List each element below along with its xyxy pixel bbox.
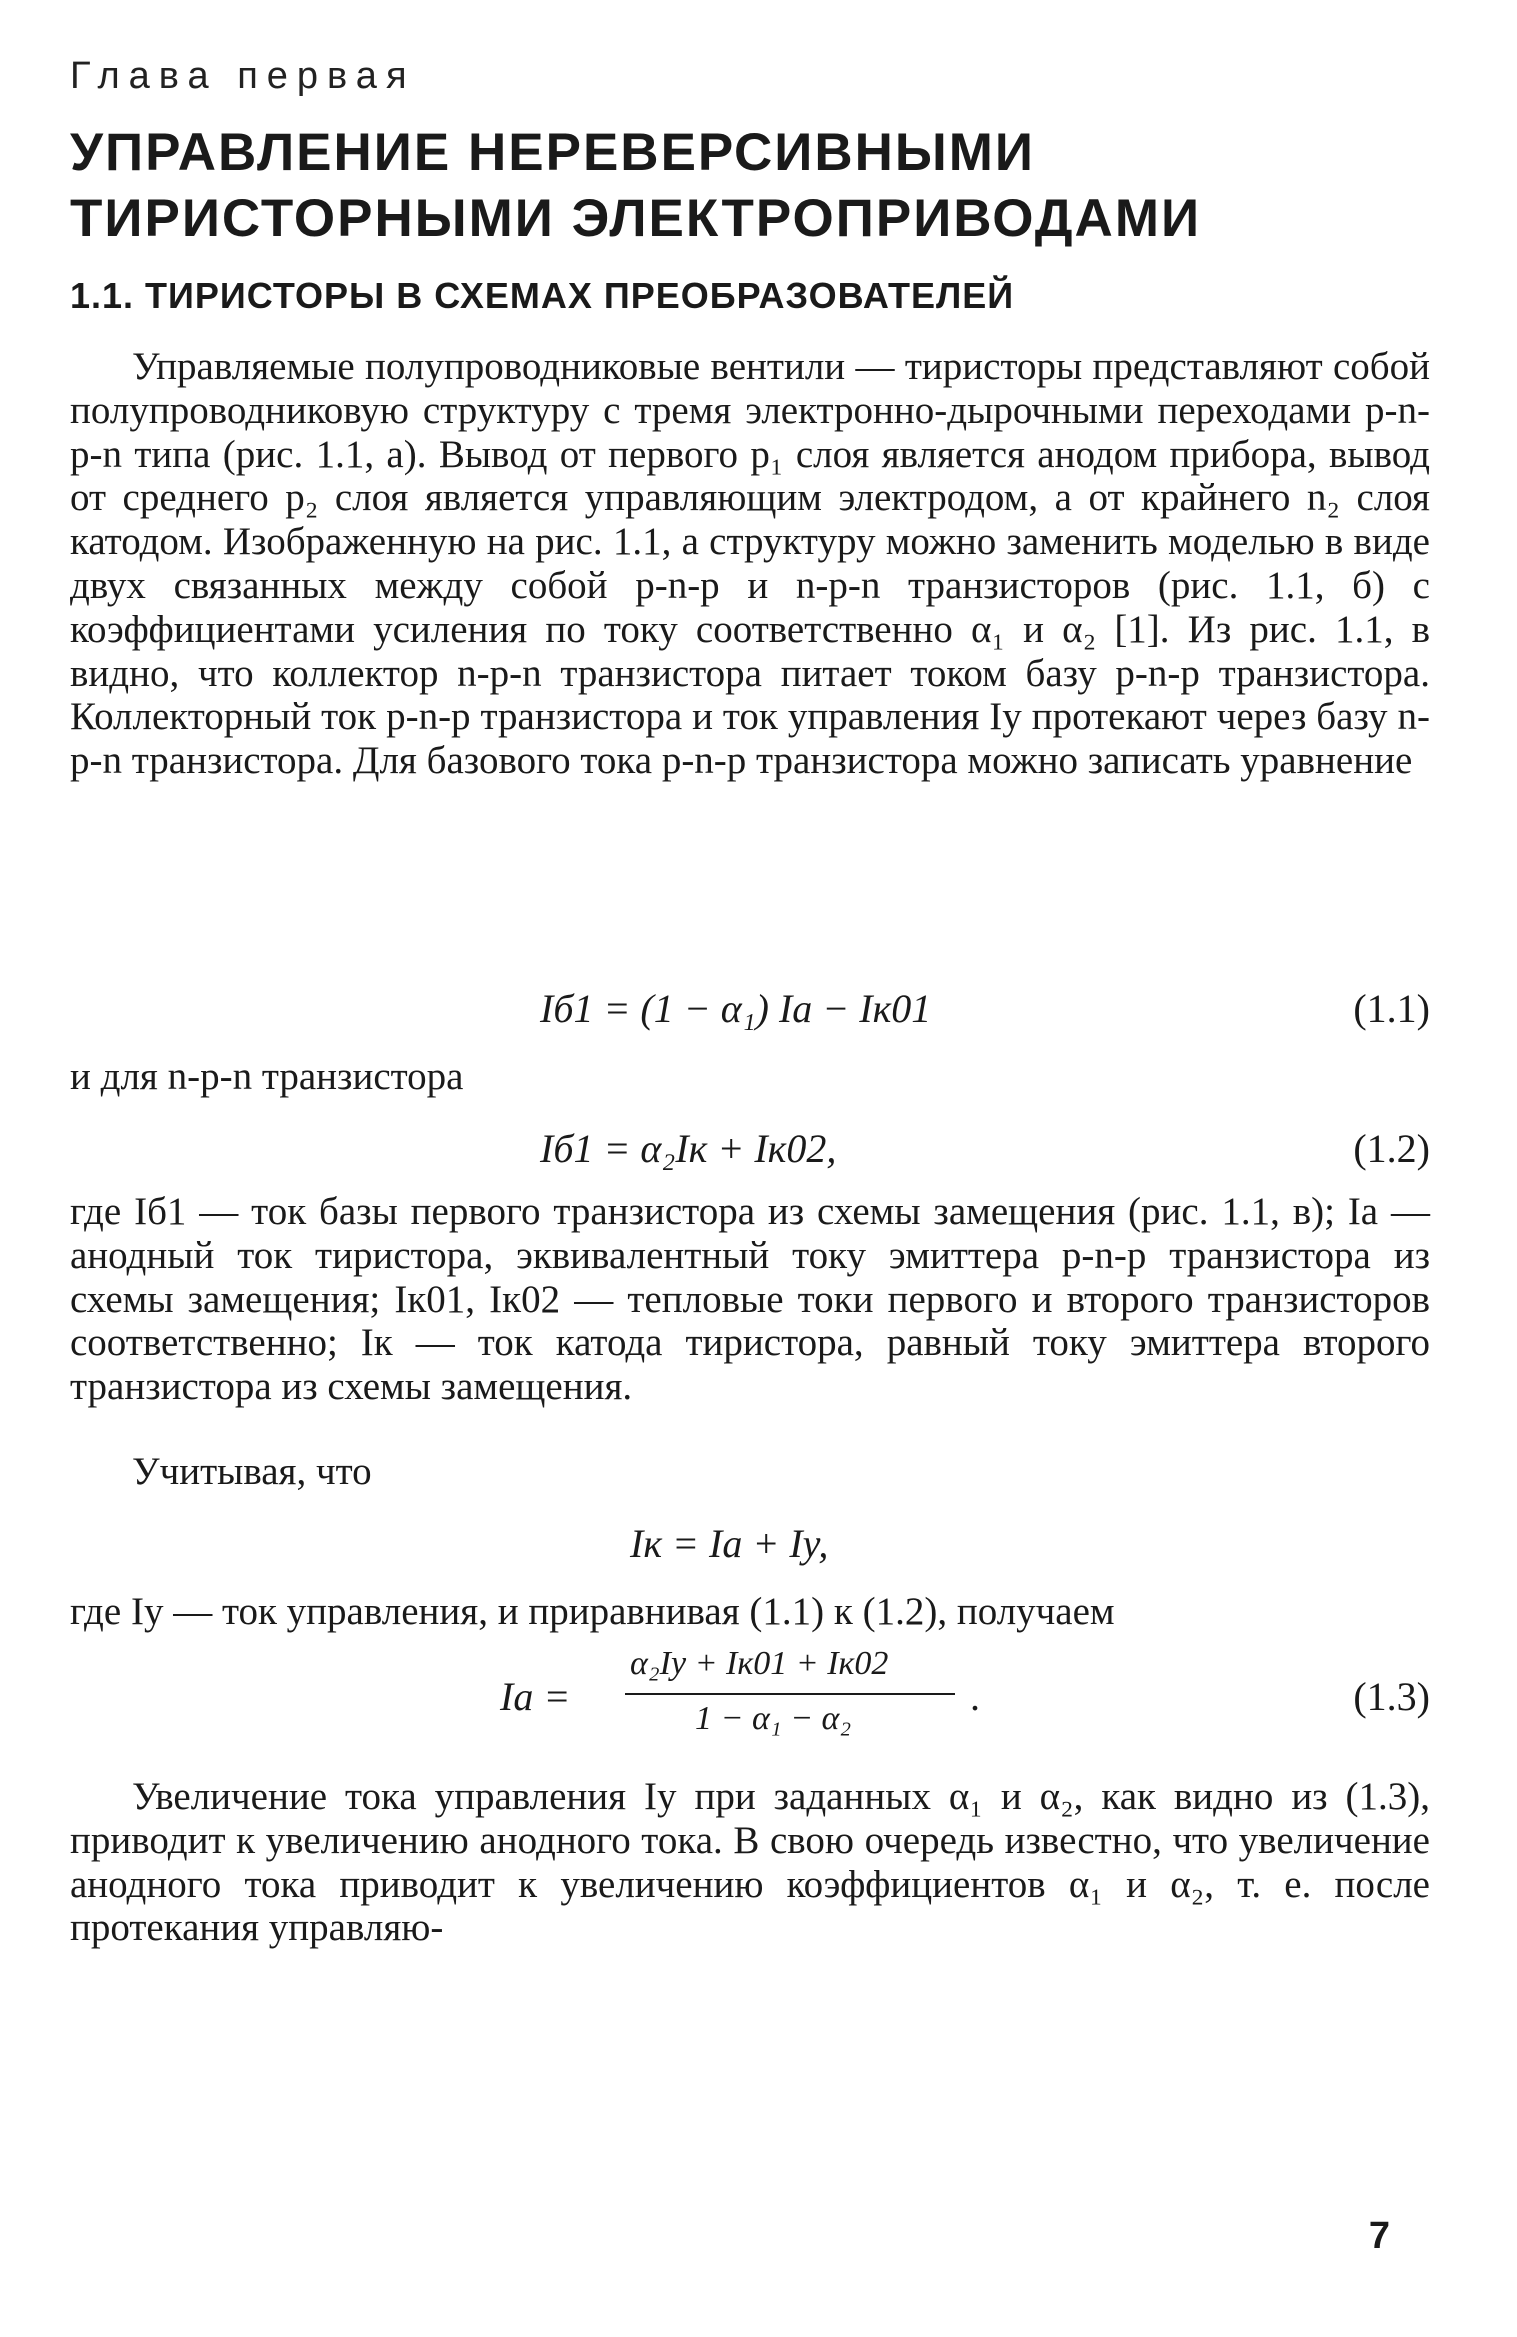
equation-kathode-current xyxy=(70,1520,1430,1576)
equation-1-3-denominator: 1 − α₁ − α₂ xyxy=(695,1700,852,1737)
book-page xyxy=(70,55,1430,2295)
chapter-label: Глава первая xyxy=(70,55,416,97)
equation-1-3-number: (1.3) xyxy=(1353,1674,1430,1719)
equation-1-3-period: . xyxy=(970,1674,980,1719)
equation-kathode-formula: Iк = Iа + Iу, xyxy=(630,1521,829,1566)
chapter-title: УПРАВЛЕНИЕ НЕРЕВЕРСИВНЫМИ ТИРИСТОРНЫМИ ЭЛЕКТРОПРИВОДАМИ xyxy=(70,123,1202,248)
equation-1-2-number: (1.2) xyxy=(1353,1126,1430,1171)
equation-1-1-number: (1.1) xyxy=(1353,986,1430,1031)
paragraph-intro: Управляемые полупроводниковые вентили — тиристоры представляют собой полупроводниковую структуру с тремя электронно-дырочными переходами p-n-p-n типа (рис. 1.1, а). Вывод от первого p₁ слоя является анодом прибора, вывод от среднего p₂ слоя является управляющим электродом, а от крайнего n₂ слоя катодом. Изображенную на рис. 1.1, а структуру можно заменить моделью в виде двух связанных между собой p-n-p и n-p-n транзисторов (рис. 1.1, б) с коэффициентами усиления по току соответственно α₁ и α₂ [1]. Из рис. 1.1, в видно, что коллектор n-p-n транзистора питает током базу p-n-p транзистора. Коллекторный ток p-n-p транзистора и ток управления Iу протекают через базу n-p-n транзистора. Для базового тока p-n-p транзистора можно записать уравнение xyxy=(70,345,1430,783)
page-number: 7 xyxy=(1368,2215,1390,2257)
equation-1-2-formula: Iб1 = α₂Iк + Iк02, xyxy=(540,1126,837,1171)
equation-1-3-numerator: α₂Iу + Iк01 + Iк02 xyxy=(630,1645,889,1682)
equation-1-1 xyxy=(70,985,1430,1041)
paragraph-considering: Учитывая, что xyxy=(132,1450,372,1493)
equation-1-2 xyxy=(70,1125,1430,1181)
paragraph-increase: Увеличение тока управления Iу при заданных α₁ и α₂, как видно из (1.3), приводит к увеличению анодного тока. В свою очередь известно, что увеличение анодного тока приводит к увеличению коэффициентов α₁ и α₂, т. е. после протекания управляю- xyxy=(70,1775,1430,1950)
equation-1-3 xyxy=(70,1645,1430,1745)
equation-1-3-fraction-bar xyxy=(625,1693,955,1695)
paragraph-npn: и для n-p-n транзистора xyxy=(70,1055,464,1098)
equation-1-1-formula: Iб1 = (1 − α₁) Iа − Iк01 xyxy=(540,986,932,1031)
paragraph-definitions: где Iб1 — ток базы первого транзистора из схемы замещения (рис. 1.1, в); Iа — анодный ток тиристора, эквивалентный току эмиттера p-n-p транзистора из схемы замещения; Iк01, Iк02 — тепловые токи первого и второго транзисторов соответственно; Iк — ток катода тиристора, равный току эмиттера второго транзистора из схемы замещения. xyxy=(70,1190,1430,1409)
equation-1-3-lhs: Iа = xyxy=(500,1674,571,1719)
section-title: 1.1. ТИРИСТОРЫ В СХЕМАХ ПРЕОБРАЗОВАТЕЛЕЙ xyxy=(70,275,1015,316)
paragraph-equating: где Iу — ток управления, и приравнивая (1.1) к (1.2), получаем xyxy=(70,1590,1115,1633)
